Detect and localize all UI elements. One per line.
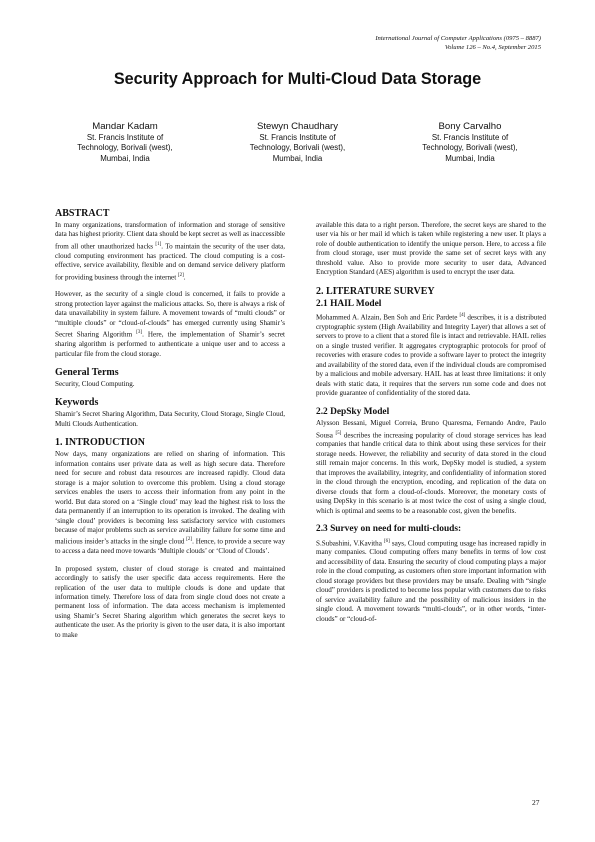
abstract-heading: ABSTRACT [55, 208, 110, 219]
keywords-text: Shamir’s Secret Sharing Algorithm, Data Security, Cloud Storage, Single Cloud, Multi Clouds Authentication. [55, 410, 285, 428]
author-affiliation: Mumbai, India [445, 153, 495, 163]
survey-paragraph: S.Subashini, V.Kavitha [6] says, Cloud computing usage has increased rapidly in many companies. Cloud computing offers many benefits in terms of low cost and accessibility of data. Ensuring the security of cloud computing plays a major role in the cloud computing, as customers often store important information with cloud storage providers but these providers may be unsafe. Dealing with “single cloud” providers is predicted to become less popular with customers due to risks of service availability failure and the possibility of malicious insiders in the single cloud. A movement towards “multi-clouds”, or in other words, “inter-clouds” or “cloud-of- [316, 538, 546, 623]
survey-heading: 2.3 Survey on need for multi-clouds: [316, 524, 462, 535]
depsky-model-heading: 2.2 DepSky Model [316, 406, 390, 417]
author-1 [50, 120, 200, 164]
introduction-paragraph: Now days, many organizations are relied on sharing of information. This information contains user private data as well as high secure data. Therefore need for secure and robust data resources are increased rapidly. Cloud data storage is a major solution to overcome this problem. Using a cloud storage services enables the users to access their information from any point in the world. But data stored on a ‘Single cloud’ may lead the highest risk to loss the data permanently if an interruption to its operation is invoked. The dealing with ‘single cloud’ providers is becoming less satisfactory service with customers because of major problems such as service availability failure for some time and malicious insider’s attacks in the single cloud [2]. Hence, to provide a secure way to access a data need move towards ‘Multiple clouds’ or ‘Cloud of Clouds’. [55, 450, 285, 556]
literature-survey-heading: 2. LITERATURE SURVEY [316, 285, 435, 297]
depsky-model-paragraph: Alysson Bessani, Miguel Correia, Bruno Quaresma, Fernando Andre, Paulo Sousa [5] describes the increasing popularity of cloud storage services has lead companies that handle critical data to think about using these services for their storage needs. However, the reliability and security of data stored in the cloud still remain major concerns. In this work, DepSky model is studied, a system that improves the availability, integrity, and confidentiality of information stored in the cloud through the encryption, encoding, and replication of the data on diverse clouds that form a cloud-of-clouds. Moreover, the monetary costs of using DepSky in this scenario is at most twice the cost of using a single cloud, which is optimal and seems to be a reasonable cost, given the benefits. [316, 419, 547, 515]
author-name: Stewyn Chaudhary [256, 121, 339, 132]
hail-model-heading: 2.1 HAIL Model [316, 298, 382, 309]
author-name: Mandar Kadam [92, 121, 158, 132]
introduction-heading: 1. INTRODUCTION [55, 437, 146, 449]
author-affiliation: St. Francis Institute of [259, 133, 336, 142]
author-affiliation: St. Francis Institute of [431, 133, 509, 142]
citation: [4] [459, 313, 466, 319]
hail-model-paragraph: Mohammed A. Alzain, Ben Soh and Eric Pardete [4] describes, it is a distributed cryptographic system (High Availability and Integrity Layer) that allows a set of servers to prove to a client that a stored file is intact and retrievable. HAIL relies on a single trusted verifier. It aggregates cryptographic protocols for proof of recoveries with erasure codes to provide a software layer to protect the integrity and availability of the stored data, even if the individual clouds are compromised by a malicious and mobile adversary. HAIL has at least three limitations: it only deals with static data, it requires that the servers run some code and does not provide guarantee of confidentiality of the stored data. [316, 313, 546, 398]
abstract-paragraph: In many organizations, transformation of information and storage of sensitive data has highest priority. Client data should be kept secret as well as inaccessible from all other unauthorized hacks [1]. To maintain the security of the user data, cloud computing environment has practiced. The cloud computing is a cost-effective, service availability, flexible and on demand service delivery platform for providing business through the internet [2]. [55, 221, 285, 281]
author-affiliation: Technology, Borivali (west), [422, 143, 518, 153]
author-affiliation: Mumbai, India [100, 153, 150, 163]
author-affiliation: Technology, Borivali (west), [249, 143, 346, 153]
introduction-paragraph: In proposed system, cluster of cloud storage is created and maintained accordingly to satisfy the user specific data access requirements. Here the replication of the user data to multiple clouds is done and update that information timely. Therefore loss of data from single cloud does not create a permanent loss of information. The data access mechanism is implemented using Shamir’s Secret Sharing algorithm which generates the secret keys to authenticate the user. As the priority is given to the user data, it is also important to make [55, 564, 285, 639]
citation: [3] [136, 330, 143, 336]
keywords-heading: Keywords [55, 397, 99, 409]
citation: [5] [335, 430, 342, 436]
author-3 [395, 120, 545, 164]
general-terms-heading: General Terms [55, 366, 119, 378]
general-terms-text: Security, Cloud Computing. [55, 379, 135, 388]
abstract-paragraph: However, as the security of a single cloud is concerned, it fails to provide a strong protection layer against the malicious attacks. So, there is always a risk of data unavailability in system failure. A movement towards of “multi clouds” or “multiple clouds” or “cloud-of-clouds” has emerged currently using Shamir’s Secret Sharing Algorithm [3]. Here, the implementation of Shamir’s secret sharing algorithm is performed to authenticate a unique user and to access a particular file from the cloud storage. [55, 290, 285, 358]
citation: [6] [383, 538, 390, 544]
journal-header [375, 34, 541, 52]
journal-volume: Volume 126 – No.4, September 2015 [444, 44, 541, 51]
journal-name: International Journal of Computer Applications (0975 – 8887) [375, 35, 541, 42]
citation: [2] [177, 272, 184, 278]
author-affiliation: Mumbai, India [272, 153, 323, 163]
left-column [55, 208, 285, 648]
continued-paragraph: available this data to a right person. Therefore, the secret keys are shared to the user via his or her mail id which is taken while registering a new user. It plays a role of double authentication to identify the unique person. Here, to access a file from cloud storage, user must provide the same set of secret keys with any threshold value. Also to provide more security to user data, Advanced Encryption Standard (AES) algorithm is used to encrypt the user data. [316, 221, 546, 277]
paper-title: Security Approach for Multi-Cloud Data Storage [113, 70, 482, 88]
author-block [50, 120, 545, 164]
author-2 [223, 120, 373, 164]
citation: [2] [186, 537, 193, 543]
author-name: Bony Carvalho [438, 121, 502, 132]
citation: [1] [155, 241, 162, 247]
right-column [316, 221, 546, 632]
author-affiliation: Technology, Borivali (west), [77, 143, 173, 153]
author-affiliation: St. Francis Institute of [86, 133, 164, 142]
page-number: 27 [532, 798, 540, 807]
